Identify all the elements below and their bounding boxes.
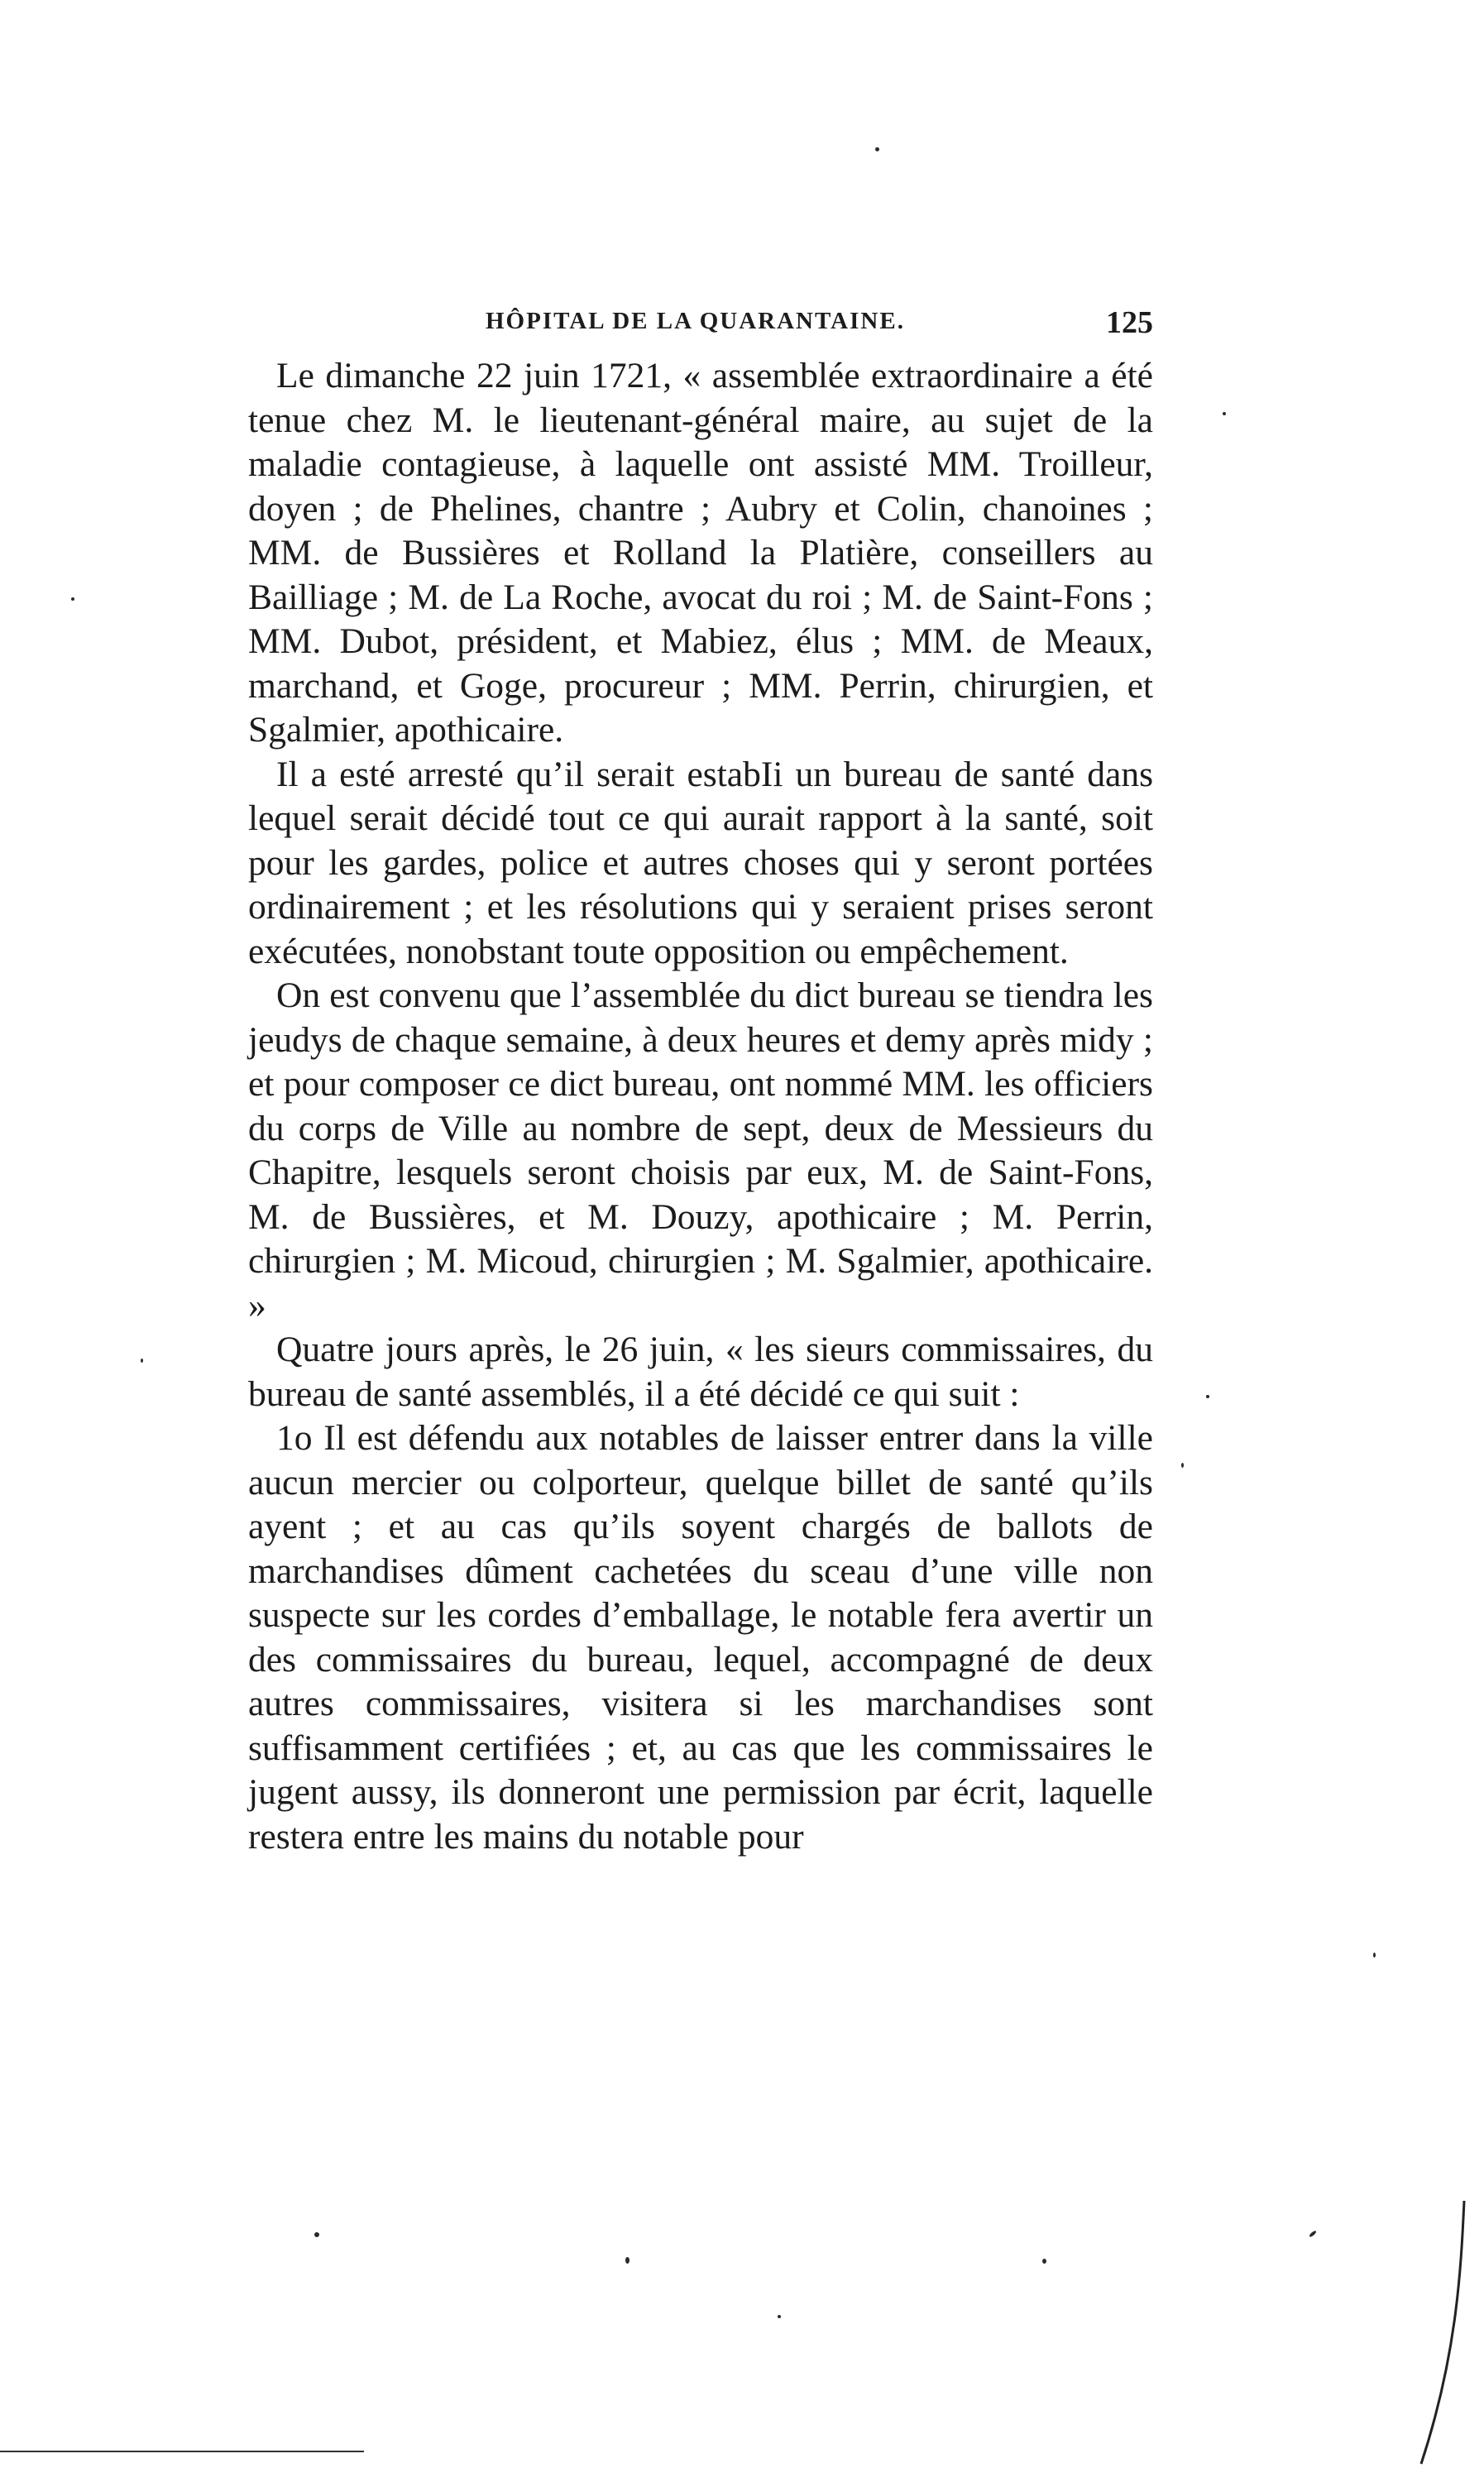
scan-speck: [875, 147, 879, 151]
scan-speck: [1373, 1953, 1376, 1958]
paragraph-article-one: 1o Il est défendu aux notables de laisser entrer dans la ville aucun mercier ou colporteur, quelque billet de santé qu’ils ayent ; et au cas qu’ils soyent chargés de ballots de marchandises dûment cachetées du sceau d’une ville non suspecte sur les cordes d’emballage, le notable fera avertir un des commissaires du bureau, lequel, accompagné de deux autres commissaires, visitera si les marchandises sont suffisamment certifiées ; et, au cas que les commissaires le jugent aussy, ils donneront une permission par écrit, laquelle restera entre les mains du notable pour: [248, 1418, 1153, 1857]
page-curl-mark: [1406, 2201, 1472, 2468]
running-head: [248, 304, 1153, 354]
running-title: HÔPITAL DE LA QUARANTAINE.: [486, 308, 905, 334]
page-number: 125: [1106, 305, 1153, 340]
scan-speck: [71, 597, 74, 601]
scan-speck: [1309, 2230, 1317, 2237]
paragraph-assembly: Le dimanche 22 juin 1721, « assemblée extraordinaire a été tenue chez M. le lieutenant-général maire, au sujet de la maladie contagieuse, à laquelle ont assisté MM. Troilleur, doyen ; de Phelines, chantre ; Aubry et Colin, chanoines ; MM. de Bussières et Rolland la Platière, conseillers au Bailliage ; M. de La Roche, avocat du roi ; M. de Saint-Fons ; MM. Dubot, président, et Mabiez, élus ; MM. de Meaux, marchand, et Goge, procureur ; MM. Perrin, chirurgien, et Sgalmier, apothicaire.: [248, 356, 1153, 750]
scan-speck: [314, 2232, 319, 2237]
scan-speck: [1223, 412, 1226, 415]
scan-speck: [1181, 1463, 1184, 1468]
page-edge-rule: [0, 2451, 364, 2452]
scan-speck: [778, 2315, 781, 2318]
paragraph-bureau-decision: Il a esté arresté qu’il serait estabIi un bureau de santé dans lequel serait décidé tout ce qui aurait rapport à la santé, soit pour les gardes, police et autres choses qui y seront portées ordinairement ; et les résolutions qui y seraient prises seront exécutées, nonobstant toute opposition ou empêchement.: [248, 754, 1153, 971]
scan-speck: [141, 1359, 143, 1363]
body-text: [248, 354, 1153, 1859]
scan-speck: [625, 2257, 630, 2264]
scan-speck: [1042, 2259, 1046, 2264]
scan-speck: [1206, 1395, 1209, 1398]
paragraph-bureau-meetings: On est convenu que l’assemblée du dict bureau se tiendra les jeudys de chaque semaine, à deux heures et demy après midy ; et pour composer ce dict bureau, ont nommé MM. les officiers du corps de Ville au nombre de sept, deux de Messieurs du Chapitre, lesquels seront choisis par eux, M. de Saint-Fons, M. de Bussières, et M. Douzy, apothicaire ; M. Perrin, chirurgien ; M. Micoud, chirurgien ; M. Sgalmier, apothicaire. »: [248, 975, 1153, 1325]
paragraph-four-days-later: Quatre jours après, le 26 juin, « les sieurs commissaires, du bureau de santé assemblés, il a été décidé ce qui suit :: [248, 1330, 1153, 1414]
